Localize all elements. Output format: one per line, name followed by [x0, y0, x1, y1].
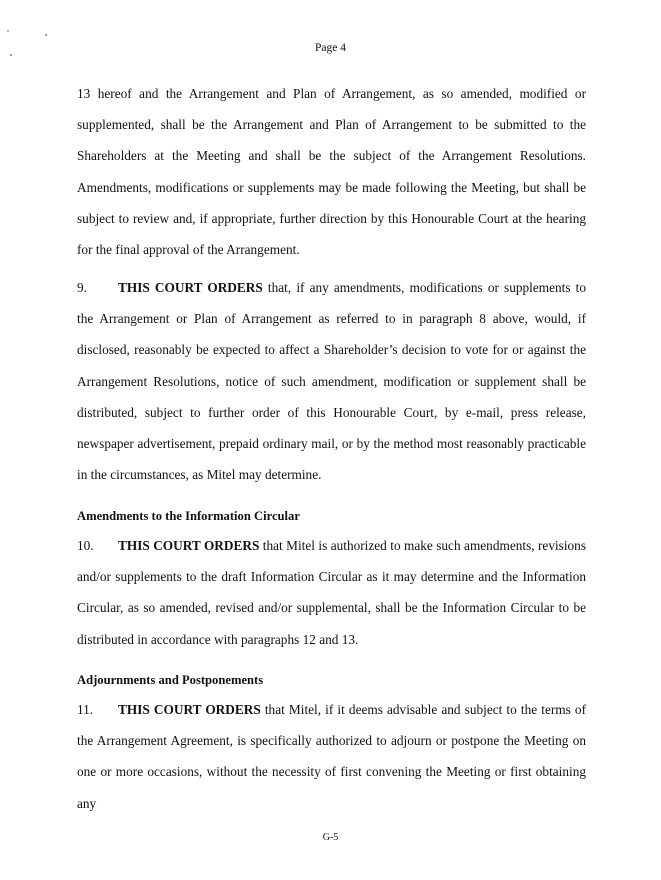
paragraph-11-text: that Mitel, if it deems advisable and subject to the terms of the Arrangement Agreement, is specifically authorized to adjourn or postpone the Meeting on one or more occasions, without the necessity of first convening the Meeting or first obtaining any: [77, 702, 586, 811]
page-footer: G-5: [322, 832, 339, 843]
scan-specks: [0, 0, 60, 80]
paragraph-8-text: 13 hereof and the Arrangement and Plan of Arrangement, as so amended, modified or supplemented, shall be the Arrangement and Plan of Arrangement to be submitted to the Shareholders at the Meeting and shall be the subject of the Arrangement Resolutions. Amendments, modifications or supplements may be made following the Meeting, but shall be subject to review and, if appropriate, further direction by this Honourable Court at the hearing for the final approval of the Arrangement.: [77, 86, 586, 258]
section-heading-information-circular: Amendments to the Information Circular: [77, 509, 300, 523]
paragraph-10-number: 10.: [77, 538, 94, 553]
paragraph-10-keyword: THIS COURT ORDERS: [118, 538, 260, 553]
paragraph-8-continuation: [77, 78, 586, 265]
paragraph-11-keyword: THIS COURT ORDERS: [118, 702, 261, 717]
paragraph-10: [77, 530, 586, 655]
paragraph-10-text: that Mitel is authorized to make such amendments, revisions and/or supplements to the draft Information Circular as it may determine and the Information Circular, as so amended, revised and/or supplemental, shall be the Information Circular to be distributed in accordance with paragraphs 12 and 13.: [77, 538, 587, 647]
page-header: Page 4: [315, 42, 346, 54]
paragraph-9-keyword: THIS COURT ORDERS: [118, 280, 263, 295]
paragraph-9: [77, 272, 586, 490]
paragraph-9-number: 9.: [77, 280, 87, 295]
paragraph-11: [77, 694, 586, 819]
paragraph-11-number: 11.: [77, 702, 94, 717]
section-heading-adjournments: Adjournments and Postponements: [77, 673, 264, 687]
paragraph-9-text: that, if any amendments, modifications or supplements to the Arrangement or Plan of Arrangement as referred to in paragraph 8 above, would, if disclosed, reasonably be expected to affect a Shareholder’s decision to vote for or against the Arrangement Resolutions, notice of such amendment, modification or supplement shall be distributed, subject to further order of this Honourable Court, by e-mail, press release, newspaper advertisement, prepaid ordinary mail, or by the method most reasonably practicable in the circumstances, as Mitel may determine.: [77, 280, 586, 483]
